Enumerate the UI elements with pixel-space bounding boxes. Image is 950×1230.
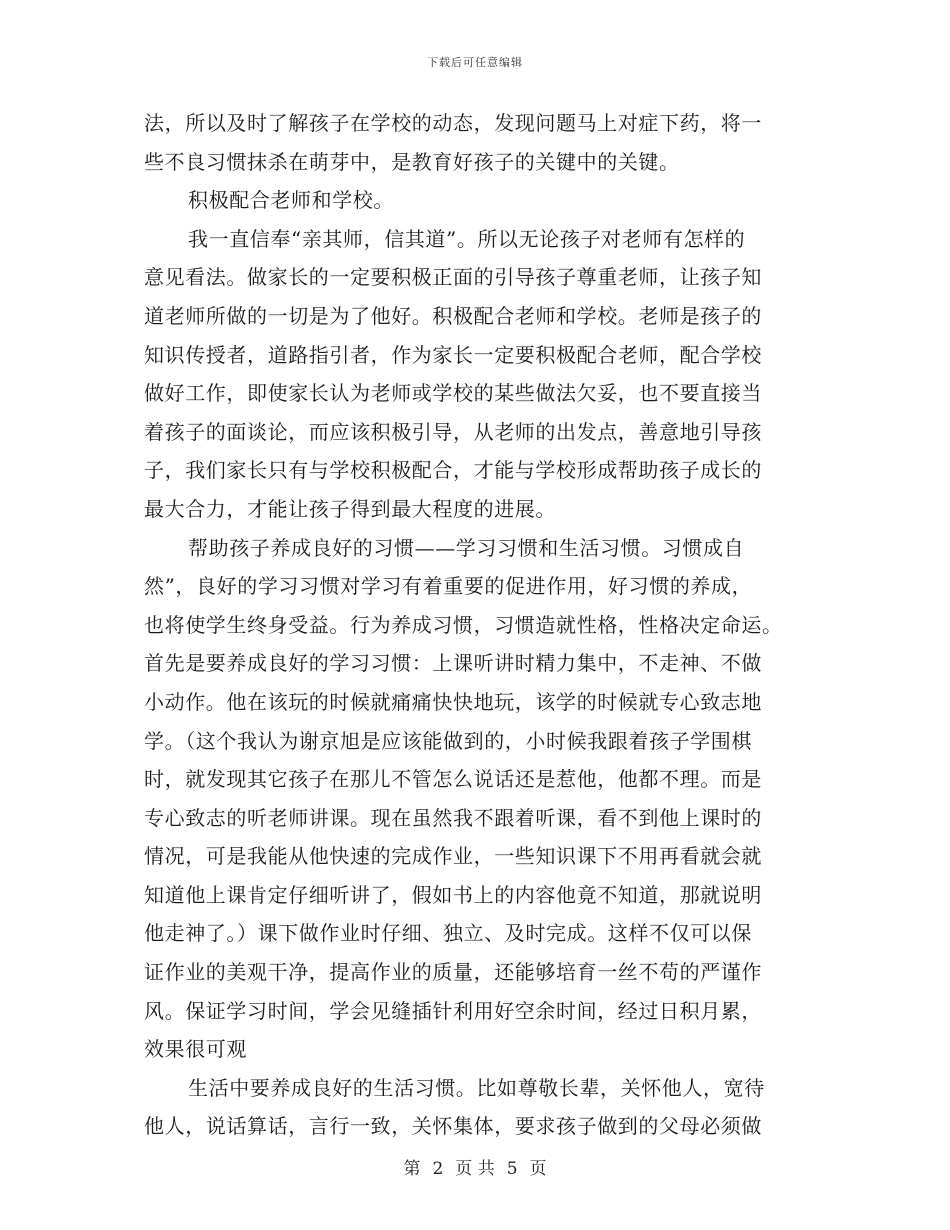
text-line: 时，就发现其它孩子在那儿不管怎么说话还是惹他，他都不理。而是 [144,767,762,792]
text-line: 我一直信奉“亲其师，信其道”。所以无论孩子对老师有怎样的 [188,226,746,251]
text-line: 意见看法。做家长的一定要积极正面的引导孩子尊重老师，让孩子知 [144,265,762,290]
page-footer [0,1154,950,1179]
text-line: 法，所以及时了解孩子在学校的动态，发现问题马上对症下药，将一 [144,111,762,135]
footer-mid: 页 共 [455,1159,495,1179]
text-line: 他人，说话算话，言行一致，关怀集体，要求孩子做到的父母必须做 [144,1114,762,1139]
text-line: 积极配合老师和学校。 [188,188,394,213]
text-line: 道老师所做的一切是为了他好。积极配合老师和学校。老师是孩子的 [144,303,762,328]
text-line: 最大合力，才能让孩子得到最大程度的进展。 [144,496,556,521]
footer-total-pages: 5 [506,1159,518,1179]
text-line: 首先是要养成良好的学习习惯：上课听讲时精力集中，不走神、不做 [144,651,762,676]
footer-page-number: 2 [432,1159,444,1179]
text-line: 情况，可是我能从他快速的完成作业，一些知识课下不用再看就会就 [144,844,762,869]
text-line: 小动作。他在该玩的时候就痛痛快快地玩，该学的时候就专心致志地 [144,689,762,714]
document-body [144,104,806,1146]
text-line: 他走神了。）课下做作业时仔细、独立、及时完成。这样不仅可以保 [144,921,752,946]
text-line: 效果很可观 [144,1037,247,1062]
text-line: 些不良习惯抹杀在萌芽中，是教育好孩子的关键中的关键。 [144,149,680,174]
text-line: 风。保证学习时间，学会见缝插针利用好空余时间，经过日积月累， [144,998,762,1023]
text-line: 生活中要养成良好的生活习惯。比如尊敬长辈，关怀他人，宽待 [188,1075,765,1100]
text-line: 知识传授者，道路指引者，作为家长一定要积极配合老师，配合学校 [144,342,762,367]
text-line: 学。（这个我认为谢京旭是应该能做到的，小时候我跟着孩子学围棋 [144,728,752,753]
footer-prefix: 第 [403,1159,421,1179]
text-line: 知道他上课肯定仔细听讲了，假如书上的内容他竟不知道，那就说明 [144,882,762,907]
text-line: 也将使学生终身受益。行为养成习惯，习惯造就性格，性格决定命运。 [144,612,783,637]
text-line: 证作业的美观干净，提高作业的质量，还能够培育一丝不苟的严谨作 [144,960,762,985]
text-line: 做好工作，即使家长认为老师或学校的某些做法欠妥，也不要直接当 [144,381,762,406]
text-line: 帮助孩子养成良好的习惯——学习习惯和生活习惯。习惯成自 [188,535,745,560]
footer-suffix: 页 [529,1159,547,1179]
text-line: 然”，良好的学习习惯对学习有着重要的促进作用，好习惯的养成， [144,574,753,599]
text-line: 专心致志的听老师讲课。现在虽然我不跟着听课，看不到他上课时的 [144,805,762,830]
text-line: 着孩子的面谈论，而应该积极引导，从老师的出发点，善意地引导孩 [144,419,762,444]
text-line: 子，我们家长只有与学校积极配合，才能与学校形成帮助孩子成长的 [144,458,762,483]
page-header: 下载后可任意编辑 [427,56,523,69]
